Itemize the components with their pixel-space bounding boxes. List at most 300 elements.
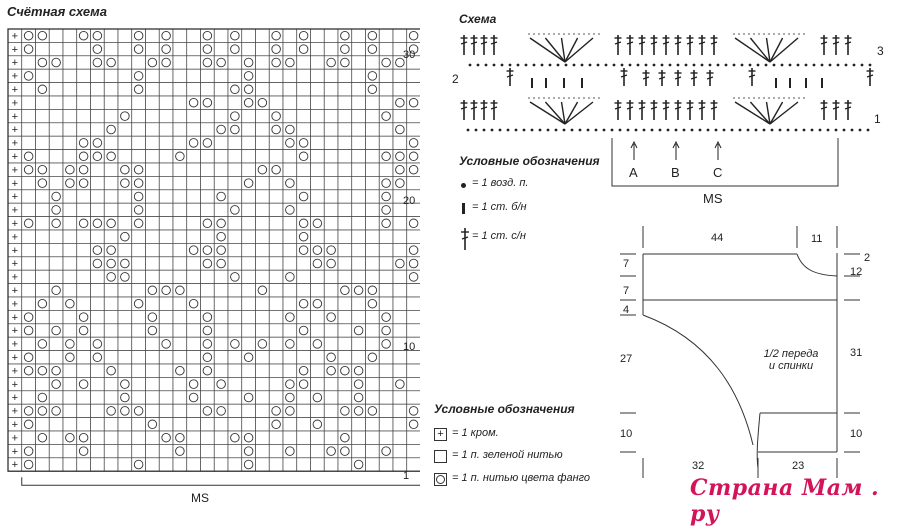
green-stitch-cell <box>36 270 50 283</box>
green-stitch-cell <box>407 176 420 189</box>
green-stitch-cell <box>63 96 77 109</box>
chain-dot-mark <box>485 64 488 67</box>
green-stitch-cell <box>338 150 352 163</box>
chain-dot-mark <box>501 64 504 67</box>
green-stitch-cell <box>187 163 201 176</box>
green-stitch-cell <box>187 230 201 243</box>
green-stitch-cell <box>242 337 256 350</box>
green-stitch-cell <box>242 297 256 310</box>
chart-row-marker-10: 10 <box>403 341 416 353</box>
green-stitch-cell <box>352 190 366 203</box>
green-stitch-cell <box>22 83 36 96</box>
green-stitch-cell <box>146 176 160 189</box>
green-stitch-cell <box>63 324 77 337</box>
green-stitch-cell <box>49 337 63 350</box>
green-stitch-cell <box>407 377 420 390</box>
chain-dot-mark <box>677 64 680 67</box>
double-crochet-mark <box>615 35 622 55</box>
green-stitch-cell <box>256 243 270 256</box>
green-stitch-cell <box>283 297 297 310</box>
green-stitch-cell <box>366 150 380 163</box>
double-crochet-mark <box>659 70 666 86</box>
green-stitch-cell <box>49 310 63 323</box>
green-stitch-cell <box>132 109 146 122</box>
green-stitch-cell <box>352 136 366 149</box>
green-stitch-cell <box>297 56 311 69</box>
chain-dot-mark <box>533 64 536 67</box>
green-stitch-cell <box>393 297 407 310</box>
chain-dot-mark <box>683 129 686 132</box>
green-stitch-cell <box>91 458 105 471</box>
green-stitch-cell <box>256 418 270 431</box>
green-stitch-cell <box>173 203 187 216</box>
green-stitch-cell <box>146 257 160 270</box>
green-stitch-cell <box>366 96 380 109</box>
green-stitch-cell <box>228 364 242 377</box>
green-stitch-cell <box>159 243 173 256</box>
chain-dot-mark <box>613 64 616 67</box>
green-stitch-cell <box>104 203 118 216</box>
green-stitch-cell <box>242 404 256 417</box>
green-stitch-cell <box>379 230 393 243</box>
green-stitch-cell <box>146 69 160 82</box>
green-stitch-cell <box>311 96 325 109</box>
chart-legend-text-fango: = 1 п. нитью цвета фанго <box>452 472 591 484</box>
green-stitch-cell <box>283 458 297 471</box>
double-crochet-mark <box>707 70 714 86</box>
edge-plus-mark: + <box>11 258 19 271</box>
green-stitch-cell <box>228 310 242 323</box>
green-stitch-cell <box>366 377 380 390</box>
green-stitch-cell <box>118 136 132 149</box>
green-stitch-cell <box>228 324 242 337</box>
chain-dot-mark <box>565 64 568 67</box>
chain-dot-mark <box>707 129 710 132</box>
chain-dot-mark <box>667 129 670 132</box>
green-stitch-cell <box>49 42 63 55</box>
green-stitch-cell <box>352 297 366 310</box>
green-stitch-cell <box>49 109 63 122</box>
green-stitch-cell <box>104 109 118 122</box>
green-stitch-cell <box>91 418 105 431</box>
edge-plus-mark: + <box>11 124 19 137</box>
green-stitch-cell <box>366 190 380 203</box>
green-stitch-cell <box>36 324 50 337</box>
green-stitch-cell <box>366 310 380 323</box>
double-crochet-icon <box>459 227 471 251</box>
green-stitch-cell <box>63 243 77 256</box>
green-stitch-cell <box>297 351 311 364</box>
green-stitch-cell <box>77 404 91 417</box>
green-stitch-cell <box>324 404 338 417</box>
schematic-bottom-23: 23 <box>792 460 805 472</box>
green-stitch-cell <box>297 337 311 350</box>
green-stitch-cell <box>132 230 146 243</box>
green-stitch-cell <box>297 163 311 176</box>
green-stitch-cell <box>187 109 201 122</box>
green-stitch-cell <box>311 377 325 390</box>
green-stitch-cell <box>159 190 173 203</box>
crochet-ms-label: MS <box>703 191 723 206</box>
green-stitch-cell <box>63 444 77 457</box>
green-stitch-cell <box>311 324 325 337</box>
green-stitch-cell <box>22 56 36 69</box>
green-stitch-cell <box>366 418 380 431</box>
green-stitch-cell <box>228 391 242 404</box>
green-stitch-cell <box>269 96 283 109</box>
green-stitch-cell <box>173 257 187 270</box>
double-crochet-mark <box>461 35 468 55</box>
green-stitch-cell <box>104 136 118 149</box>
chain-dot-mark <box>723 129 726 132</box>
green-stitch-cell <box>173 190 187 203</box>
green-stitch-cell <box>242 29 256 42</box>
edge-plus-mark: + <box>11 285 19 297</box>
green-stitch-cell <box>49 29 63 42</box>
green-stitch-cell <box>393 109 407 122</box>
green-stitch-cell <box>283 243 297 256</box>
green-stitch-cell <box>379 391 393 404</box>
green-stitch-cell <box>77 284 91 297</box>
chain-dot-mark <box>491 129 494 132</box>
green-stitch-cell <box>242 243 256 256</box>
green-stitch-cell <box>283 163 297 176</box>
chain-dot-mark <box>701 64 704 67</box>
green-stitch-cell <box>159 324 173 337</box>
green-stitch-cell <box>49 458 63 471</box>
green-stitch-cell <box>283 284 297 297</box>
chain-dot-mark <box>739 129 742 132</box>
green-stitch-cell <box>297 391 311 404</box>
double-crochet-mark <box>687 35 694 55</box>
green-stitch-cell <box>242 190 256 203</box>
green-stitch-cell <box>22 431 36 444</box>
green-stitch-cell <box>22 297 36 310</box>
chain-dot-mark <box>821 64 824 67</box>
green-stitch-cell <box>104 42 118 55</box>
green-stitch-cell <box>393 69 407 82</box>
green-stitch-cell <box>366 391 380 404</box>
green-stitch-cell <box>256 176 270 189</box>
edge-plus-mark: + <box>11 392 19 405</box>
chain-dot-mark <box>579 129 582 132</box>
green-stitch-cell <box>91 190 105 203</box>
crochet-legend-title: Условные обозначения <box>459 154 600 168</box>
green-stitch-cell <box>297 123 311 136</box>
green-stitch-cell <box>283 431 297 444</box>
green-stitch-cell <box>91 297 105 310</box>
edge-plus-mark: + <box>11 151 19 163</box>
green-stitch-cell <box>269 284 283 297</box>
green-stitch-cell <box>352 42 366 55</box>
chain-dot-mark <box>851 129 854 132</box>
chain-dot-mark <box>547 129 550 132</box>
double-crochet-mark <box>675 70 682 86</box>
green-stitch-cell <box>63 310 77 323</box>
green-stitch-cell <box>22 109 36 122</box>
green-stitch-cell <box>104 29 118 42</box>
green-stitch-cell <box>36 257 50 270</box>
schematic-left-7b: 7 <box>623 285 630 297</box>
green-stitch-cell <box>311 431 325 444</box>
green-stitch-cell <box>49 243 63 256</box>
green-stitch-cell <box>173 83 187 96</box>
green-stitch-cell <box>77 257 91 270</box>
green-stitch-cell <box>118 351 132 364</box>
green-stitch-cell <box>146 351 160 364</box>
green-stitch-cell <box>311 364 325 377</box>
green-stitch-cell <box>77 230 91 243</box>
green-stitch-cell <box>159 404 173 417</box>
green-stitch-cell <box>104 324 118 337</box>
crochet-row-label-3: 3 <box>877 44 884 58</box>
green-stitch-cell <box>324 230 338 243</box>
site-watermark: Страна Мам . ру <box>690 475 880 527</box>
green-stitch-cell <box>36 109 50 122</box>
green-stitch-cell <box>214 297 228 310</box>
green-stitch-cell <box>393 364 407 377</box>
green-stitch-cell <box>49 83 63 96</box>
green-stitch-cell <box>63 458 77 471</box>
green-stitch-cell <box>338 418 352 431</box>
green-stitch-cell <box>146 391 160 404</box>
double-crochet-mark <box>507 68 514 86</box>
green-stitch-cell <box>201 284 215 297</box>
green-stitch-cell <box>338 257 352 270</box>
green-stitch-cell <box>407 83 420 96</box>
green-stitch-cell <box>366 458 380 471</box>
green-stitch-cell <box>393 444 407 457</box>
green-stitch-cell <box>379 431 393 444</box>
green-stitch-cell <box>393 217 407 230</box>
green-stitch-cell <box>63 284 77 297</box>
green-stitch-cell <box>297 83 311 96</box>
green-stitch-cell <box>187 123 201 136</box>
edge-plus-mark: + <box>11 164 19 177</box>
green-stitch-cell <box>324 29 338 42</box>
green-stitch-cell <box>256 190 270 203</box>
green-stitch-cell <box>146 337 160 350</box>
double-crochet-mark <box>651 100 658 120</box>
green-stitch-cell <box>132 310 146 323</box>
green-stitch-cell <box>173 123 187 136</box>
green-stitch-cell <box>338 96 352 109</box>
green-stitch-cell <box>283 190 297 203</box>
green-stitch-cell <box>352 109 366 122</box>
green-stitch-cell <box>201 123 215 136</box>
green-stitch-cell <box>146 203 160 216</box>
chain-dot-mark <box>611 129 614 132</box>
green-stitch-cell <box>104 69 118 82</box>
chain-dot-mark <box>627 129 630 132</box>
green-stitch-cell <box>77 190 91 203</box>
double-crochet-mark <box>833 100 840 120</box>
green-stitch-cell <box>338 351 352 364</box>
chain-dot-mark <box>517 64 520 67</box>
green-stitch-cell <box>187 257 201 270</box>
green-stitch-cell <box>366 337 380 350</box>
green-stitch-cell <box>228 150 242 163</box>
double-crochet-mark <box>621 68 628 86</box>
green-stitch-cell <box>77 243 91 256</box>
green-stitch-cell <box>173 217 187 230</box>
green-stitch-cell <box>379 404 393 417</box>
double-crochet-mark <box>845 100 852 120</box>
green-stitch-cell <box>187 29 201 42</box>
green-stitch-cell <box>91 69 105 82</box>
green-stitch-cell <box>214 444 228 457</box>
green-stitch-cell <box>393 284 407 297</box>
green-stitch-cell <box>228 230 242 243</box>
chart-row-marker-20: 20 <box>403 195 416 207</box>
green-stitch-cell <box>173 404 187 417</box>
green-stitch-cell <box>201 69 215 82</box>
green-stitch-cell <box>118 337 132 350</box>
green-stitch-cell <box>324 284 338 297</box>
green-stitch-cell <box>173 230 187 243</box>
double-crochet-mark <box>749 68 756 86</box>
green-stitch-cell <box>311 203 325 216</box>
green-stitch-cell <box>22 243 36 256</box>
double-crochet-mark <box>833 35 840 55</box>
edge-plus-mark: + <box>11 432 19 445</box>
schematic-right-31: 31 <box>850 347 863 359</box>
green-stitch-cell <box>118 324 132 337</box>
green-stitch-cell <box>297 418 311 431</box>
green-stitch-cell <box>214 176 228 189</box>
edge-plus-mark: + <box>11 244 19 257</box>
circle-in-square-icon <box>434 473 447 486</box>
green-stitch-cell <box>242 364 256 377</box>
chain-dot-icon <box>461 183 466 188</box>
green-stitch-cell <box>118 297 132 310</box>
green-stitch-cell <box>201 297 215 310</box>
green-stitch-cell <box>352 83 366 96</box>
green-stitch-cell <box>49 150 63 163</box>
green-stitch-cell <box>91 284 105 297</box>
green-stitch-cell <box>242 109 256 122</box>
green-stitch-cell <box>214 83 228 96</box>
green-stitch-cell <box>159 364 173 377</box>
green-stitch-cell <box>311 176 325 189</box>
green-stitch-cell <box>366 444 380 457</box>
green-stitch-cell <box>242 377 256 390</box>
edge-plus-mark: + <box>11 459 19 472</box>
chart-row-marker-30: 30 <box>403 49 416 61</box>
green-stitch-cell <box>187 364 201 377</box>
green-stitch-cell <box>324 324 338 337</box>
green-stitch-cell <box>22 96 36 109</box>
green-stitch-cell <box>338 109 352 122</box>
chain-dot-mark <box>867 129 870 132</box>
green-stitch-cell <box>118 96 132 109</box>
double-crochet-mark <box>699 100 706 120</box>
chain-dot-mark <box>493 64 496 67</box>
green-stitch-cell <box>187 56 201 69</box>
green-stitch-cell <box>187 69 201 82</box>
double-crochet-mark <box>711 35 718 55</box>
green-stitch-cell <box>393 324 407 337</box>
green-stitch-cell <box>22 203 36 216</box>
green-stitch-cell <box>324 190 338 203</box>
chain-dot-mark <box>773 64 776 67</box>
green-stitch-cell <box>146 230 160 243</box>
green-stitch-cell <box>49 270 63 283</box>
green-stitch-cell <box>379 270 393 283</box>
green-stitch-cell <box>269 83 283 96</box>
green-stitch-cell <box>146 404 160 417</box>
green-stitch-cell <box>242 284 256 297</box>
green-stitch-cell <box>187 324 201 337</box>
green-stitch-cell <box>146 217 160 230</box>
green-stitch-cell <box>256 83 270 96</box>
green-stitch-cell <box>297 176 311 189</box>
green-stitch-cell <box>187 337 201 350</box>
double-crochet-mark <box>821 100 828 120</box>
green-stitch-cell <box>36 444 50 457</box>
green-stitch-cell <box>269 150 283 163</box>
chain-dot-mark <box>549 64 552 67</box>
green-stitch-cell <box>407 444 420 457</box>
green-stitch-cell <box>324 96 338 109</box>
green-stitch-cell <box>256 136 270 149</box>
chain-dot-mark <box>525 64 528 67</box>
double-crochet-mark <box>627 100 634 120</box>
green-stitch-cell <box>311 190 325 203</box>
chain-dot-mark <box>467 129 470 132</box>
green-stitch-cell <box>22 377 36 390</box>
green-stitch-cell <box>159 444 173 457</box>
green-stitch-cell <box>366 176 380 189</box>
green-stitch-cell <box>132 444 146 457</box>
green-stitch-cell <box>393 270 407 283</box>
empty-square-icon <box>434 450 447 463</box>
green-stitch-cell <box>256 150 270 163</box>
green-stitch-cell <box>159 109 173 122</box>
green-stitch-cell <box>256 310 270 323</box>
green-stitch-cell <box>283 83 297 96</box>
green-stitch-cell <box>118 418 132 431</box>
chain-dot-mark <box>515 129 518 132</box>
double-crochet-mark <box>663 35 670 55</box>
green-stitch-cell <box>242 42 256 55</box>
green-stitch-cell <box>36 150 50 163</box>
green-stitch-cell <box>228 351 242 364</box>
edge-plus-mark: + <box>11 30 19 43</box>
green-stitch-cell <box>379 364 393 377</box>
chain-dot-mark <box>541 64 544 67</box>
green-stitch-cell <box>104 418 118 431</box>
green-stitch-cell <box>379 42 393 55</box>
green-stitch-cell <box>22 284 36 297</box>
green-stitch-cell <box>22 190 36 203</box>
green-stitch-cell <box>159 418 173 431</box>
chart-legend-text-green: = 1 п. зеленой нитью <box>452 449 563 461</box>
chain-dot-mark <box>619 129 622 132</box>
green-stitch-cell <box>63 150 77 163</box>
chain-dot-mark <box>571 129 574 132</box>
green-stitch-cell <box>283 324 297 337</box>
green-stitch-cell <box>297 257 311 270</box>
green-stitch-cell <box>49 163 63 176</box>
green-stitch-cell <box>132 270 146 283</box>
green-stitch-cell <box>159 136 173 149</box>
chain-dot-mark <box>653 64 656 67</box>
green-stitch-cell <box>256 404 270 417</box>
edge-plus-mark: + <box>11 97 19 110</box>
green-stitch-cell <box>187 431 201 444</box>
chain-dot-mark <box>563 129 566 132</box>
